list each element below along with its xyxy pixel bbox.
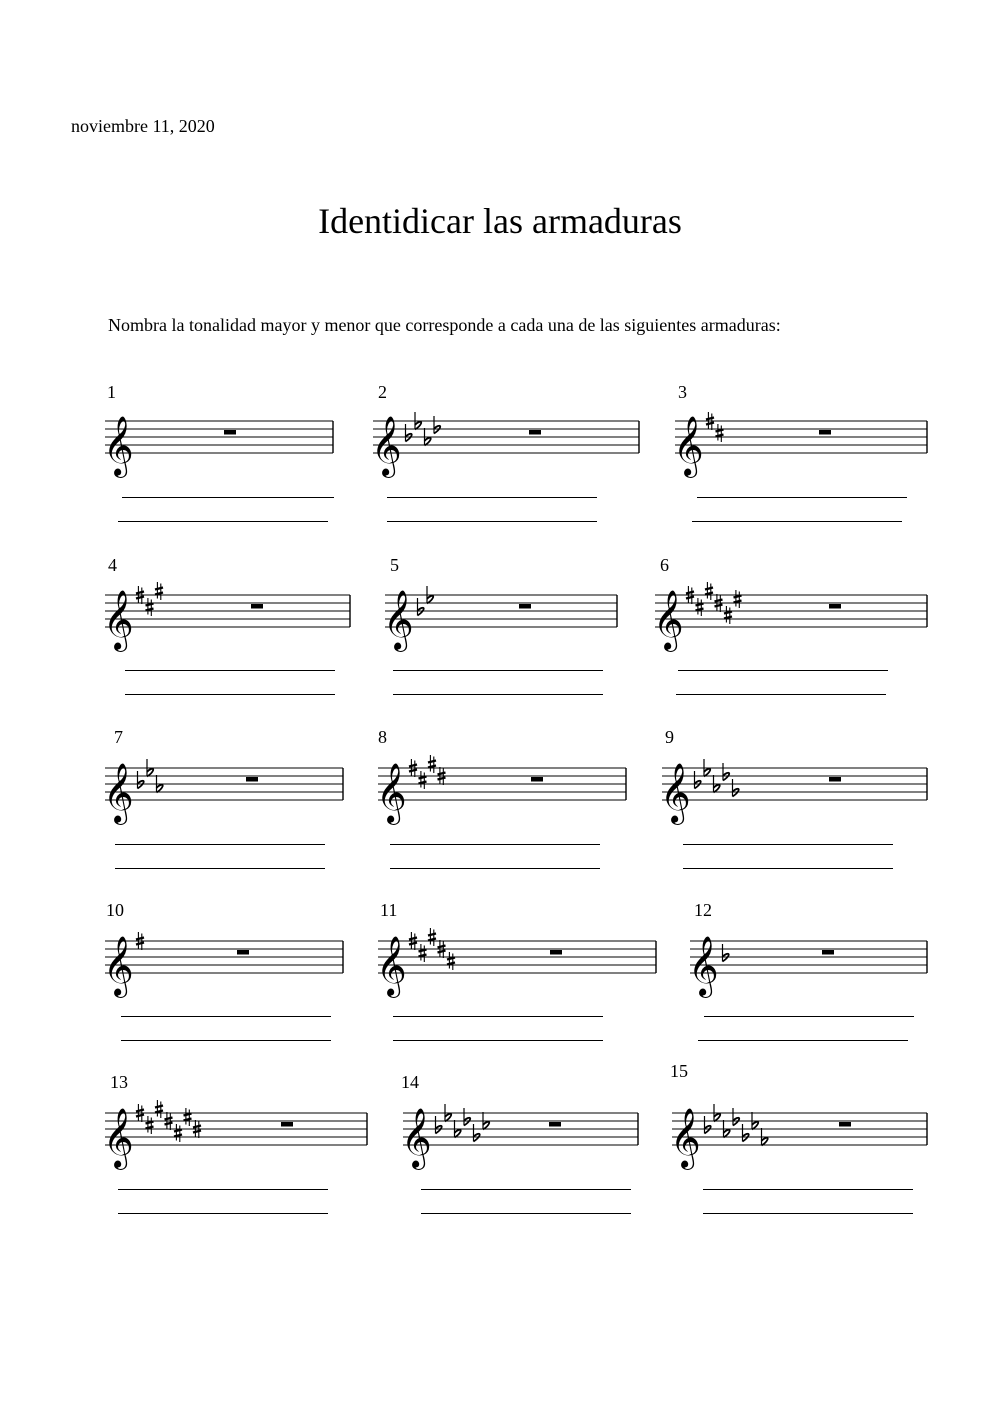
treble-clef-icon [673, 416, 704, 478]
exercise-number: 11 [380, 900, 398, 920]
answer-line-minor[interactable] [703, 1213, 913, 1214]
half-rest-icon [519, 604, 531, 609]
svg-text:𝄞: 𝄞 [371, 416, 402, 476]
treble-clef-icon [371, 416, 402, 478]
exercise-number: 2 [378, 382, 387, 402]
exercise-number: 4 [108, 555, 117, 575]
exercise-number: 14 [401, 1072, 419, 1092]
svg-text:𝄞: 𝄞 [688, 936, 719, 996]
treble-clef-icon [660, 763, 691, 825]
instructions: Nombra la tonalidad mayor y menor que corresponde a cada una de las siguientes armaduras: [108, 315, 781, 335]
treble-clef-icon [376, 763, 407, 825]
treble-clef-icon [376, 936, 407, 998]
exercise-number: 7 [114, 727, 123, 747]
flat-icon [474, 1124, 480, 1142]
sharp-icon [174, 1124, 182, 1142]
music-staff [385, 575, 621, 655]
half-rest-icon [550, 950, 562, 955]
flat-icon [705, 1116, 711, 1134]
flat-icon [743, 1124, 749, 1142]
answer-line-major[interactable] [387, 497, 597, 498]
sharp-icon [716, 424, 724, 442]
answer-line-minor[interactable] [683, 868, 893, 869]
music-staff [662, 748, 931, 828]
flat-icon [464, 1108, 470, 1126]
answer-line-major[interactable] [393, 670, 603, 671]
sharp-icon [428, 755, 436, 773]
answer-line-major[interactable] [704, 1016, 914, 1017]
sharp-icon [146, 1116, 154, 1134]
date: noviembre 11, 2020 [71, 116, 215, 136]
sharp-icon [734, 590, 742, 608]
treble-clef-icon [103, 936, 134, 998]
flat-icon [733, 779, 739, 797]
svg-text:𝄞: 𝄞 [376, 936, 407, 996]
exercise-number: 10 [106, 900, 124, 920]
svg-text:𝄞: 𝄞 [376, 763, 407, 823]
treble-clef-icon [670, 1108, 701, 1170]
music-staff [105, 575, 354, 655]
answer-line-minor[interactable] [125, 694, 335, 695]
music-staff [690, 921, 931, 1001]
answer-line-major[interactable] [703, 1189, 913, 1190]
answer-line-major[interactable] [678, 670, 888, 671]
answer-line-minor[interactable] [118, 521, 328, 522]
svg-text:𝄞: 𝄞 [383, 590, 414, 650]
treble-clef-icon [103, 763, 134, 825]
music-staff [655, 575, 931, 655]
sharp-icon [155, 582, 163, 600]
flat-icon [436, 1116, 442, 1134]
half-rest-icon [819, 430, 831, 435]
half-rest-icon [531, 777, 543, 782]
sharp-icon [419, 771, 427, 789]
exercise-number: 1 [107, 382, 116, 402]
sharp-icon [705, 582, 713, 600]
music-staff [105, 748, 347, 828]
svg-text:𝄞: 𝄞 [673, 416, 704, 476]
sharp-icon [724, 606, 732, 624]
exercise-number: 9 [665, 727, 674, 747]
svg-text:𝄞: 𝄞 [670, 1108, 701, 1168]
svg-text:𝄞: 𝄞 [103, 936, 134, 996]
treble-clef-icon [383, 590, 414, 652]
page-title: Identidicar las armaduras [318, 201, 682, 241]
half-rest-icon [822, 950, 834, 955]
exercise-number: 13 [110, 1072, 128, 1092]
half-rest-icon [224, 430, 236, 435]
flat-icon [138, 771, 144, 789]
answer-line-minor[interactable] [390, 868, 600, 869]
music-staff [378, 921, 660, 1001]
answer-line-minor[interactable] [387, 521, 597, 522]
answer-line-minor[interactable] [698, 1040, 908, 1041]
answer-line-minor[interactable] [393, 1040, 603, 1041]
answer-line-major[interactable] [697, 497, 907, 498]
treble-clef-icon [401, 1108, 432, 1170]
answer-line-major[interactable] [390, 844, 600, 845]
svg-text:𝄞: 𝄞 [103, 590, 134, 650]
answer-line-major[interactable] [118, 1189, 328, 1190]
answer-line-minor[interactable] [121, 1040, 331, 1041]
flat-icon [418, 598, 424, 616]
answer-line-minor[interactable] [692, 521, 902, 522]
sharp-icon [419, 944, 427, 962]
sharp-icon [146, 598, 154, 616]
flat-icon [723, 763, 729, 781]
music-staff [105, 921, 347, 1001]
treble-clef-icon [103, 1108, 134, 1170]
sharp-icon [428, 928, 436, 946]
sharp-icon [184, 1108, 192, 1126]
flat-icon [695, 771, 701, 789]
exercise-number: 12 [694, 900, 712, 920]
music-staff [403, 1093, 642, 1173]
half-rest-icon [246, 777, 258, 782]
music-staff [675, 401, 931, 481]
half-rest-icon [529, 430, 541, 435]
answer-line-minor[interactable] [115, 868, 325, 869]
half-rest-icon [549, 1122, 561, 1127]
svg-text:𝄞: 𝄞 [653, 590, 684, 650]
svg-text:𝄞: 𝄞 [401, 1108, 432, 1168]
svg-text:𝄞: 𝄞 [660, 763, 691, 823]
music-staff [373, 401, 643, 481]
music-staff [672, 1093, 931, 1173]
exercise-number: 8 [378, 727, 387, 747]
answer-line-major[interactable] [421, 1189, 631, 1190]
answer-line-major[interactable] [121, 1016, 331, 1017]
treble-clef-icon [688, 936, 719, 998]
half-rest-icon [829, 604, 841, 609]
music-staff [105, 1093, 371, 1173]
half-rest-icon [281, 1122, 293, 1127]
answer-line-minor[interactable] [676, 694, 886, 695]
treble-clef-icon [103, 416, 134, 478]
flat-icon [723, 944, 729, 962]
svg-text:𝄞: 𝄞 [103, 763, 134, 823]
flat-icon [406, 424, 412, 442]
exercise-number: 15 [670, 1061, 688, 1081]
svg-text:𝄞: 𝄞 [103, 1108, 134, 1168]
answer-line-major[interactable] [393, 1016, 603, 1017]
exercise-number: 3 [678, 382, 687, 402]
music-staff [105, 401, 337, 481]
treble-clef-icon [103, 590, 134, 652]
answer-line-minor[interactable] [393, 694, 603, 695]
sharp-icon [155, 1100, 163, 1118]
exercise-number: 6 [660, 555, 669, 575]
music-staff [378, 748, 630, 828]
half-rest-icon [839, 1122, 851, 1127]
answer-line-minor[interactable] [118, 1213, 328, 1214]
flat-icon [733, 1108, 739, 1126]
answer-line-major[interactable] [125, 670, 335, 671]
svg-text:𝄞: 𝄞 [103, 416, 134, 476]
answer-line-major[interactable] [122, 497, 334, 498]
half-rest-icon [251, 604, 263, 609]
half-rest-icon [829, 777, 841, 782]
flat-icon [434, 416, 440, 434]
sharp-icon [696, 598, 704, 616]
answer-line-major[interactable] [683, 844, 893, 845]
answer-line-major[interactable] [115, 844, 325, 845]
sharp-icon [447, 952, 455, 970]
treble-clef-icon [653, 590, 684, 652]
half-rest-icon [237, 950, 249, 955]
exercise-number: 5 [390, 555, 399, 575]
answer-line-minor[interactable] [421, 1213, 631, 1214]
